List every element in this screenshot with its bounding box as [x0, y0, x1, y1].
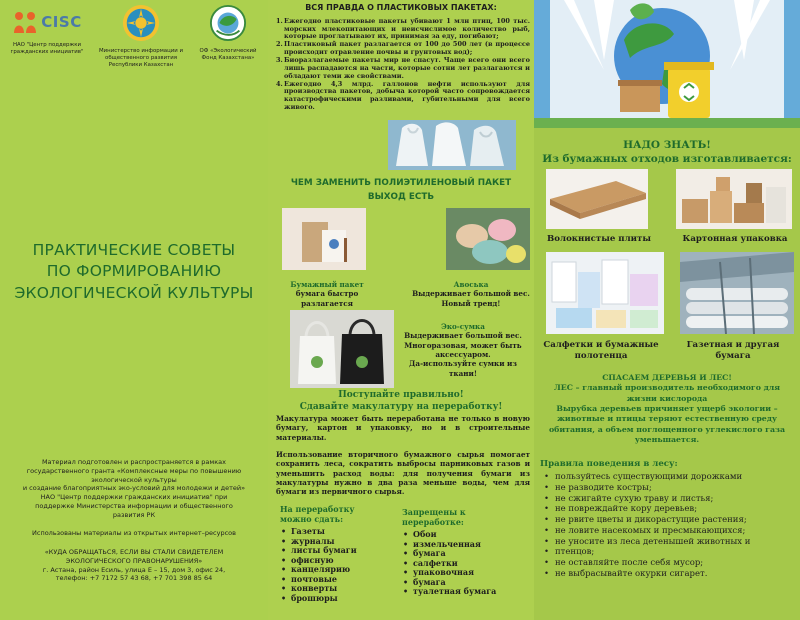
list-item: • салфетки [402, 559, 532, 569]
newsprint-photo [680, 252, 794, 334]
list-item: • листы бумаги [280, 546, 400, 556]
list-item: Биоразлагаемые пакеты мир не спасут. Чаще всего они всего лишь распадаются на части, которые сотни лет разлагаются и обладают теми же свойствами. [284, 56, 530, 80]
list-item: Пластиковый пакет разлагается от 100 до 500 лет (в процессе происходит отравление почвы и грунтовых вод); [284, 40, 530, 57]
eco-bag-desc: Да-используйте сумки из ткани! [409, 359, 517, 378]
avoska-desc: Выдерживает большой вес. [412, 289, 530, 299]
list-item: • не повреждайте кору деревьев; [540, 504, 798, 515]
avoska-desc: Новый тренд! [441, 298, 501, 308]
ministry-caption: Министерство информации и общественного развития Республики Казахстан [99, 48, 183, 68]
newsprint-caption-line: Газетная и другая [686, 340, 780, 350]
list-item: Ежегодно 4,3 млрд. галлонов нефти используют для производства пакетов, добыча которой часто сопровождается катастрофическими разливами, губительными для всего живого. [284, 79, 530, 111]
list-item: • не оставляйте после себя мусор; [540, 558, 798, 569]
plastic-facts-list [276, 18, 530, 112]
list-item: • не рвите цветы и дикорастущие растения; [540, 515, 798, 526]
allowed-title [280, 505, 400, 524]
left-panel [0, 0, 268, 620]
know-subtitle: Из бумажных отходов изготавливается: [542, 153, 792, 166]
kazakhstan-emblem-icon [122, 4, 160, 42]
paper-bag-name: Бумажный пакет [290, 280, 364, 289]
cardboard-packaging-photo [676, 169, 792, 229]
credits-line: и создание благоприятных эко-условий для молодежи и детей» [22, 484, 246, 493]
list-item: • туалетная бумага [402, 587, 532, 597]
list-item: • офисную [280, 556, 400, 566]
eco-fund-emblem-icon [209, 4, 247, 42]
right-panel [534, 0, 800, 620]
save-forest-line: уменьшается. [634, 435, 700, 445]
list-item: • не ловите насекомых и пресмыкающихся; [540, 526, 798, 537]
list-item: • не уносите из леса детенышей животных и [540, 537, 798, 548]
eco-bag-desc: Выдерживает большой вес. [404, 331, 522, 341]
cisc-caption: НАО "Центр поддержки гражданских инициатив" [10, 42, 84, 55]
paper-bag-desc: бумага быстро разлагается [295, 289, 359, 308]
list-item: • почтовые [280, 575, 400, 585]
save-forest-line: Вырубка деревьев причиняет ущерб экологии – [556, 404, 778, 414]
list-item: • конверты [280, 584, 400, 594]
eco-fund-caption: ОФ «Экологический Фонд Казахстана» [199, 48, 257, 61]
replace-title-line: ЧЕМ ЗАМЕНИТЬ ПОЛИЭТИЛЕНОВЫЙ ПАКЕТ [290, 178, 512, 188]
save-forest-line: животные и птицы теряют естественную среду [557, 414, 777, 424]
secondary-paper-paragraph: Использование вторичного бумажного сырья помогает сохранить леса, сократить выбросы парниковых газов и уменьшить расход воды: для получения бумаги из макулатуры нужно в два раза меньше воды, чем для бумаги из первичного сырья. [276, 450, 530, 497]
list-item: • пользуйтесь существующими дорожками [540, 472, 798, 483]
contact-line: «КУДА ОБРАЩАТЬСЯ, ЕСЛИ ВЫ СТАЛИ СВИДЕТЕЛЕМ [44, 548, 224, 557]
allowed-list [280, 527, 400, 603]
main-title-line: ПРАКТИЧЕСКИЕ СОВЕТЫ [32, 241, 236, 259]
plastic-truth-title: ВСЯ ПРАВДА О ПЛАСТИКОВЫХ ПАКЕТАХ: [305, 3, 497, 12]
forbidden-title [402, 508, 532, 527]
list-item: • птенцов; [540, 547, 798, 558]
list-item: • журналы [280, 537, 400, 547]
ministry-logo [96, 4, 186, 68]
replace-title-line: ВЫХОД ЕСТЬ [367, 191, 435, 202]
list-item: • бумага [402, 549, 532, 559]
logo-row [4, 4, 264, 74]
cardboard-packaging-caption: Картонная упаковка [682, 234, 788, 244]
cisc-logo [4, 4, 90, 56]
eco-bag-photo [290, 310, 394, 388]
recycle-paragraph: Макулатура может быть переработана не только в новую бумагу, картон и упаковку, но и в строительные материалы. [276, 414, 530, 442]
avoska-name: Авоська [453, 280, 489, 289]
allowed-title-line: На переработку [280, 504, 355, 514]
recycle-title-line: Сдавайте макулатуру на переработку! [299, 401, 503, 412]
cisc-logo-text: CISC [41, 13, 82, 31]
contact-line: ЭКОЛОГИЧЕСКОГО ПРАВОНАРУШЕНИЯ» [65, 556, 203, 565]
eco-bag-desc: аксессуаром. [435, 350, 491, 360]
save-forest-line: жизни кислорода [626, 393, 708, 403]
main-title-line: ПО ФОРМИРОВАНИЮ [46, 262, 222, 281]
plastic-bags-photo [388, 120, 516, 170]
napkins-caption-line: полотенца [574, 350, 628, 361]
eco-bag-desc: Многоразовая, может быть [404, 340, 522, 350]
list-item: • канцелярию [280, 565, 400, 575]
list-item: Ежегодно пластиковые пакеты убивают 1 млн птиц, 100 тыс. морских млекопитающих и неисчислимое количество рыб, которые проглатывают их, принимая за еду, погибают; [284, 17, 530, 41]
sources-note: Использованы материалы из открытых интернет–ресурсов [32, 529, 236, 538]
list-item: • измельченная [402, 540, 532, 550]
credits-line: Материал подготовлен и распространяется в рамках [41, 458, 227, 466]
know-title: НАДО ЗНАТЬ! [623, 139, 711, 151]
credits-line: государственного гранта «Комплексные меры по повышению [26, 466, 242, 475]
list-item: • Обои [402, 530, 532, 540]
forbidden-list-block [402, 508, 532, 597]
main-title [0, 240, 268, 304]
forbidden-title-line: переработке: [402, 516, 464, 527]
allowed-title-line: можно сдать: [280, 513, 344, 524]
forest-rules-title: Правила поведения в лесу: [540, 459, 678, 469]
know-section-title [534, 138, 800, 166]
replace-bag-title [268, 177, 534, 204]
napkins-photo [546, 252, 664, 334]
list-item: • брошюры [280, 594, 400, 604]
credits [6, 458, 262, 583]
allowed-list-block [280, 505, 400, 603]
avoska-photo [446, 208, 530, 270]
credits-line: поддержке Министерства информации и общественного [35, 501, 233, 510]
avoska-caption [408, 280, 534, 308]
list-item: • не разводите костры; [540, 483, 798, 494]
list-item: • упаковочная [402, 568, 532, 578]
napkins-caption-line: Салфетки и бумажные [543, 340, 659, 350]
list-item: • Газеты [280, 527, 400, 537]
recycle-title [268, 390, 534, 413]
list-item: • не выбрасывайте окурки сигарет. [540, 569, 798, 580]
people-icon [12, 9, 38, 35]
save-forest-block [534, 373, 800, 446]
list-item: • не сжигайте сухую траву и листья; [540, 494, 798, 505]
paper-bag-caption [272, 280, 382, 308]
recycle-title-line: Поступайте правильно! [338, 390, 464, 400]
main-title-line: ЭКОЛОГИЧЕСКОЙ КУЛЬТУРЫ [14, 283, 254, 302]
paper-bag-photo [282, 208, 366, 270]
contact-phone: телефон: +7 7172 57 43 68, +7 701 398 85 64 [55, 574, 213, 583]
newsprint-caption [666, 340, 800, 361]
fiberboard-photo [546, 169, 648, 229]
credits-line: НАО "Центр поддержки гражданских инициатив" при [40, 493, 228, 502]
forest-rules-list [540, 472, 798, 580]
forbidden-title-line: Запрещены к [402, 507, 466, 517]
eco-bag-caption [394, 322, 532, 378]
save-forest-line: обитания, а объем поглощенного углекислого газа [548, 424, 786, 434]
eco-bag-name: Эко-сумка [441, 322, 485, 331]
list-item: • бумага [402, 578, 532, 588]
newsprint-caption-line: бумага [715, 350, 751, 361]
save-forest-line: ЛЕС – главный производитель необходимого для [553, 383, 781, 393]
forbidden-list [402, 530, 532, 597]
eco-fund-logo [194, 4, 262, 62]
save-forest-line: СПАСАЕМ ДЕРЕВЬЯ И ЛЕС! [602, 373, 732, 382]
credits-line: развития РК [112, 510, 156, 519]
recycling-globe-illustration [534, 0, 800, 128]
napkins-caption [534, 340, 668, 361]
contact-address: г. Астана, район Есиль, улица Е – 15, дом 3, офис 24, [42, 565, 226, 574]
fiberboard-caption: Волокнистые плиты [547, 234, 651, 244]
middle-panel [268, 0, 534, 620]
credits-line: экологической культуры [91, 475, 177, 484]
